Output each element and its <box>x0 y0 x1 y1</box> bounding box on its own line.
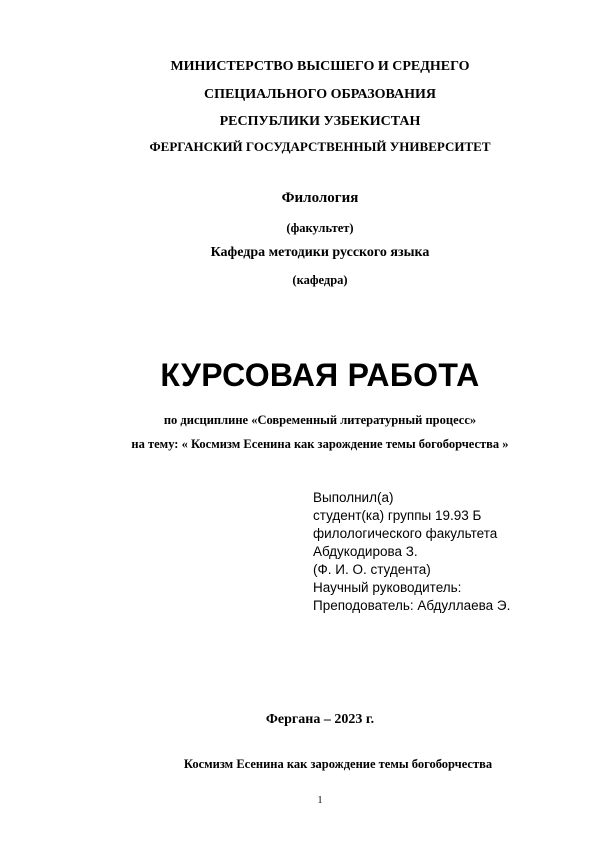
author-info-line: (Ф. И. О. студента) <box>313 562 431 577</box>
university-name: ФЕРГАНСКИЙ ГОСУДАРСТВЕННЫЙ УНИВЕРСИТЕТ <box>149 139 491 154</box>
department-note: (кафедра) <box>292 273 348 287</box>
author-info-line: Выполнил(а) <box>313 490 394 505</box>
ministry-line-2: СПЕЦИАЛЬНОГО ОБРАЗОВАНИЯ <box>203 87 437 102</box>
topic-line: на тему: « Космизм Есенина как зарождение темы богоборчества » <box>131 437 509 451</box>
discipline-line: по дисциплине «Современный литературный процесс» <box>163 413 477 427</box>
faculty-name: Филология <box>281 190 359 206</box>
document-title: КУРСОВАЯ РАБОТА <box>160 357 480 393</box>
ministry-line-3: РЕСПУБЛИКИ УЗБЕКИСТАН <box>219 114 421 129</box>
footer-title: Космизм Есенина как зарождение темы богоборчества <box>183 757 493 771</box>
author-info-line: студент(ка) группы 19.93 Б <box>313 508 482 523</box>
author-info-line: Научный руководитель: <box>313 580 462 595</box>
ministry-line-1: МИНИСТЕРСТВО ВЫСШЕГО И СРЕДНЕГО <box>170 59 470 74</box>
city-year: Фергана – 2023 г. <box>265 712 375 727</box>
author-info-line: филологического факультета <box>313 526 498 541</box>
page-number: 1 <box>317 795 323 806</box>
department-name: Кафедра методики русского языка <box>210 245 430 260</box>
author-info-line: Преподователь: Абдуллаева Э. <box>313 598 511 613</box>
author-info-line: Абдукодирова З. <box>313 544 418 559</box>
faculty-note: (факультет) <box>286 221 354 235</box>
